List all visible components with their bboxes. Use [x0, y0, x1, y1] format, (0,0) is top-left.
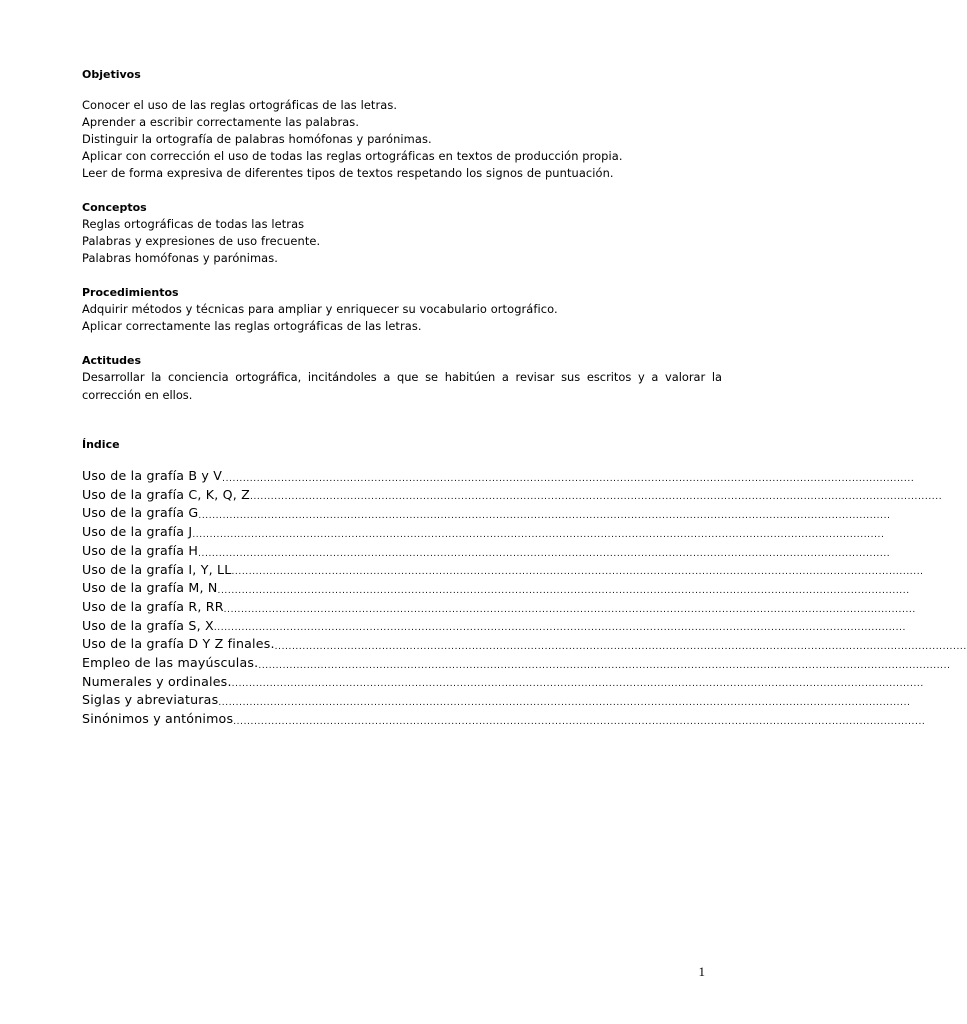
dot-leader: ........................................................................................................................................................................................................	[217, 585, 910, 596]
index-entry-label: Uso de la grafía H	[82, 542, 199, 558]
index-entry[interactable]	[82, 617, 906, 636]
index-entry[interactable]	[82, 467, 915, 486]
dot-leader: ........................................................................................................................................................................................................	[198, 548, 891, 559]
document-page	[82, 66, 967, 729]
dot-leader: ........................................................................................................................................................................................................	[233, 716, 926, 727]
index-entry[interactable]	[82, 598, 916, 617]
section-conceptos	[82, 199, 722, 267]
index-entry[interactable]	[82, 654, 951, 673]
index-entry-label: Uso de la grafía D Y Z finales.	[82, 636, 275, 652]
dot-leader: ........................................................................................................................................................................................................	[213, 623, 906, 634]
section-heading: Objetivos	[82, 68, 141, 81]
attitude-paragraph: Desarrollar la conciencia ortográfica, incitándoles a que se habitúen a revisar sus escritos y a valorar la corrección en ellos.	[82, 370, 722, 402]
index-entry[interactable]	[82, 542, 891, 561]
index-entry[interactable]	[82, 635, 967, 654]
index-entry[interactable]	[82, 579, 910, 598]
index-entry[interactable]	[82, 710, 926, 729]
index-entry[interactable]	[82, 504, 891, 523]
section-objetivos	[82, 66, 722, 182]
index-entry-label: Uso de la grafía R, RR	[82, 598, 224, 614]
index-entry-label: Sinónimos y antónimos	[82, 711, 234, 727]
dot-leader: ........................................................................................................................................................................................................	[192, 529, 885, 540]
concept-line: Reglas ortográficas de todas las letras	[82, 217, 305, 231]
section-actitudes	[82, 352, 722, 404]
procedure-line: Aplicar correctamente las reglas ortográficas de las letras.	[82, 319, 422, 333]
index-entry-label: Numerales y ordinales.	[82, 673, 232, 689]
objective-line: Aprender a escribir correctamente las palabras.	[82, 115, 360, 129]
dot-leader: ........................................................................................................................................................................................................	[274, 642, 967, 653]
index-entry-label: Uso de la grafía M, N	[82, 580, 218, 596]
concept-line: Palabras homófonas y parónimas.	[82, 251, 279, 265]
index-entry-label: Uso de la grafía J	[82, 524, 193, 540]
objective-line: Conocer el uso de las reglas ortográficas de las letras.	[82, 98, 398, 112]
procedure-line: Adquirir métodos y técnicas para ampliar y enriquecer su vocabulario ortográfico.	[82, 302, 558, 316]
page-number: 1	[698, 964, 705, 979]
section-heading: Conceptos	[82, 201, 147, 214]
objective-line: Distinguir la ortografía de palabras homófonas y parónimas.	[82, 132, 432, 146]
section-indice	[82, 436, 967, 729]
section-heading: Procedimientos	[82, 286, 179, 299]
index-entry[interactable]	[82, 673, 924, 692]
index-entry[interactable]	[82, 523, 885, 542]
dot-leader: ........................................................................................................................................................................................................	[231, 567, 924, 578]
index-entry-label: Siglas y abreviaturas	[82, 692, 219, 708]
dot-leader: ........................................................................................................................................................................................................	[223, 604, 916, 615]
concept-line: Palabras y expresiones de uso frecuente.	[82, 234, 321, 248]
index-list	[82, 467, 967, 729]
dot-leader: ........................................................................................................................................................................................................	[218, 698, 911, 709]
index-entry[interactable]	[82, 486, 943, 505]
index-entry[interactable]	[82, 691, 911, 710]
spacer	[82, 83, 722, 97]
section-procedimientos	[82, 284, 722, 335]
dot-leader: ........................................................................................................................................................................................................	[231, 679, 924, 690]
objective-line: Leer de forma expresiva de diferentes tipos de textos respetando los signos de puntuación.	[82, 166, 614, 180]
index-entry-label: Uso de la grafía B y V	[82, 468, 223, 483]
index-entry-label: Uso de la grafía I, Y, LL	[82, 561, 232, 577]
index-entry[interactable]	[82, 561, 924, 580]
dot-leader: ........................................................................................................................................................................................................	[198, 511, 891, 522]
dot-leader: ........................................................................................................................................................................................................	[258, 660, 951, 671]
index-entry-label: Uso de la grafía C, K, Q, Z	[82, 486, 251, 502]
objective-line: Aplicar con corrección el uso de todas las reglas ortográficas en textos de producción propia.	[82, 149, 623, 163]
section-heading: Índice	[82, 438, 120, 451]
index-entry-label: Uso de la grafía G	[82, 505, 199, 521]
section-heading: Actitudes	[82, 354, 142, 367]
index-entry-label: Uso de la grafía S, X	[82, 617, 214, 633]
index-entry-label: Empleo de las mayúsculas.	[82, 655, 259, 671]
dot-leader: ........................................................................................................................................................................................................	[222, 473, 915, 484]
dot-leader: ........................................................................................................................................................................................................	[250, 492, 943, 503]
